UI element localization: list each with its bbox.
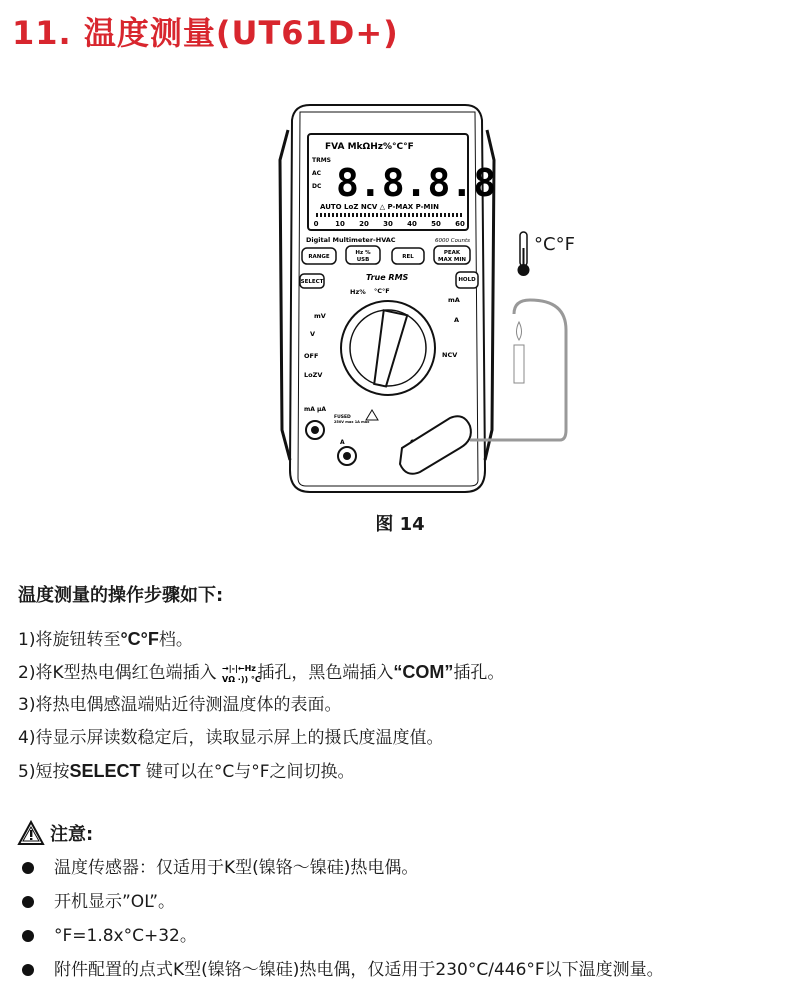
step-item: 4)待显示屏读数稳定后，读取显示屏上的摄氏度温度值。 (18, 728, 444, 748)
bullet-icon (22, 930, 34, 942)
rel-button-label: REL (402, 254, 414, 260)
lcd-scale-30: 30 (383, 220, 393, 228)
dial-label-lozv: LoZV (304, 371, 323, 379)
lcd-indicator-trms: TRMS (312, 157, 332, 164)
step-item: 5)短按SELECT 键可以在°C与°F之间切换。 (18, 761, 355, 782)
temperature-unit-label: °C°F (534, 234, 575, 255)
note-item: 温度传感器：仅适用于K型(镍铬～镍硅)热电偶。 (22, 851, 664, 885)
dial-label-a: A (454, 316, 460, 324)
notes-list (22, 851, 664, 987)
brand-counts: 6000 Counts (435, 238, 470, 244)
lcd-digits: 8.8.8.8 (336, 161, 497, 205)
dial-label-v: V (310, 330, 316, 338)
select-button-label: SELECT (300, 279, 324, 285)
lcd-scale-40: 40 (407, 220, 417, 228)
step-item: 3)将热电偶感温端贴近待测温度体的表面。 (18, 695, 342, 715)
jack-label-ma: mA μA (304, 406, 327, 413)
page-title: 11. 温度测量(UT61D+) (12, 14, 399, 52)
bullet-icon (22, 862, 34, 874)
peak-maxmin-button-label: PEAK (443, 250, 461, 256)
dial-label-ncv: NCV (442, 351, 458, 359)
svg-text:VΩ ·)) °C: VΩ ·)) °C (222, 675, 261, 684)
lcd-scale-50: 50 (431, 220, 441, 228)
figure-caption: 图 14 (375, 514, 425, 535)
true-rms-label: True RMS (366, 273, 409, 282)
warning-icon (18, 821, 44, 845)
section-heading: 温度测量的操作步骤如下: (18, 585, 224, 606)
dial-label-hz: Hz% (350, 288, 366, 296)
bullet-icon (22, 896, 34, 908)
notes-heading: 注意: (18, 820, 93, 846)
voltage-jack-icon (222, 661, 261, 685)
fused-label: FUSED (334, 415, 351, 420)
step-item: 1)将旋钮转至°C°F档。 (18, 629, 193, 650)
lcd-scale-60: 60 (455, 220, 465, 228)
lcd-scale-10: 10 (335, 220, 345, 228)
jack-label-a: A (340, 439, 345, 446)
step-item: 2)将K型热电偶红色端插入 →|-|←Hz VΩ ·)) °C 插孔，黑色端插入“COM”插孔。 (18, 662, 505, 684)
lcd-indicator-ac: AC (312, 170, 322, 177)
dial-label-ma: mA (448, 296, 460, 304)
hz-usb-button-label: Hz % (355, 250, 371, 256)
note-item: °F=1.8x°C+32。 (22, 919, 664, 953)
note-item: 开机显示”OL”。 (22, 885, 664, 919)
dial-label-off: OFF (304, 352, 319, 360)
dial-label-temp: °C°F (374, 287, 390, 295)
note-item: 附件配置的点式K型(镍铬～镍硅)热电偶，仅适用于230°C/446°F以下温度测量。 (22, 953, 664, 987)
thermometer-icon (518, 232, 530, 276)
lcd-top-row: FVA MkΩHz%°C°F (325, 142, 414, 152)
lcd-scale-20: 20 (359, 220, 369, 228)
svg-text:→|-|←Hz: →|-|←Hz (222, 664, 256, 673)
range-button-label: RANGE (308, 254, 330, 260)
brand-model: Digital Multimeter-HVAC (306, 236, 396, 244)
lcd-status-row: AUTO LoZ NCV △ P-MAX P-MIN (320, 203, 439, 211)
multimeter-illustration (270, 100, 610, 500)
lcd-scale-0: 0 (313, 220, 319, 228)
bullet-icon (22, 964, 34, 976)
dial-label-mv: mV (314, 312, 326, 320)
fused-spec: 250V max 1A max (334, 420, 370, 424)
hold-button-label: HOLD (458, 277, 476, 283)
svg-text:USB: USB (356, 257, 370, 263)
svg-text:MAX MIN: MAX MIN (437, 257, 467, 263)
lcd-indicator-dc: DC (312, 183, 322, 190)
steps-list (18, 623, 504, 788)
